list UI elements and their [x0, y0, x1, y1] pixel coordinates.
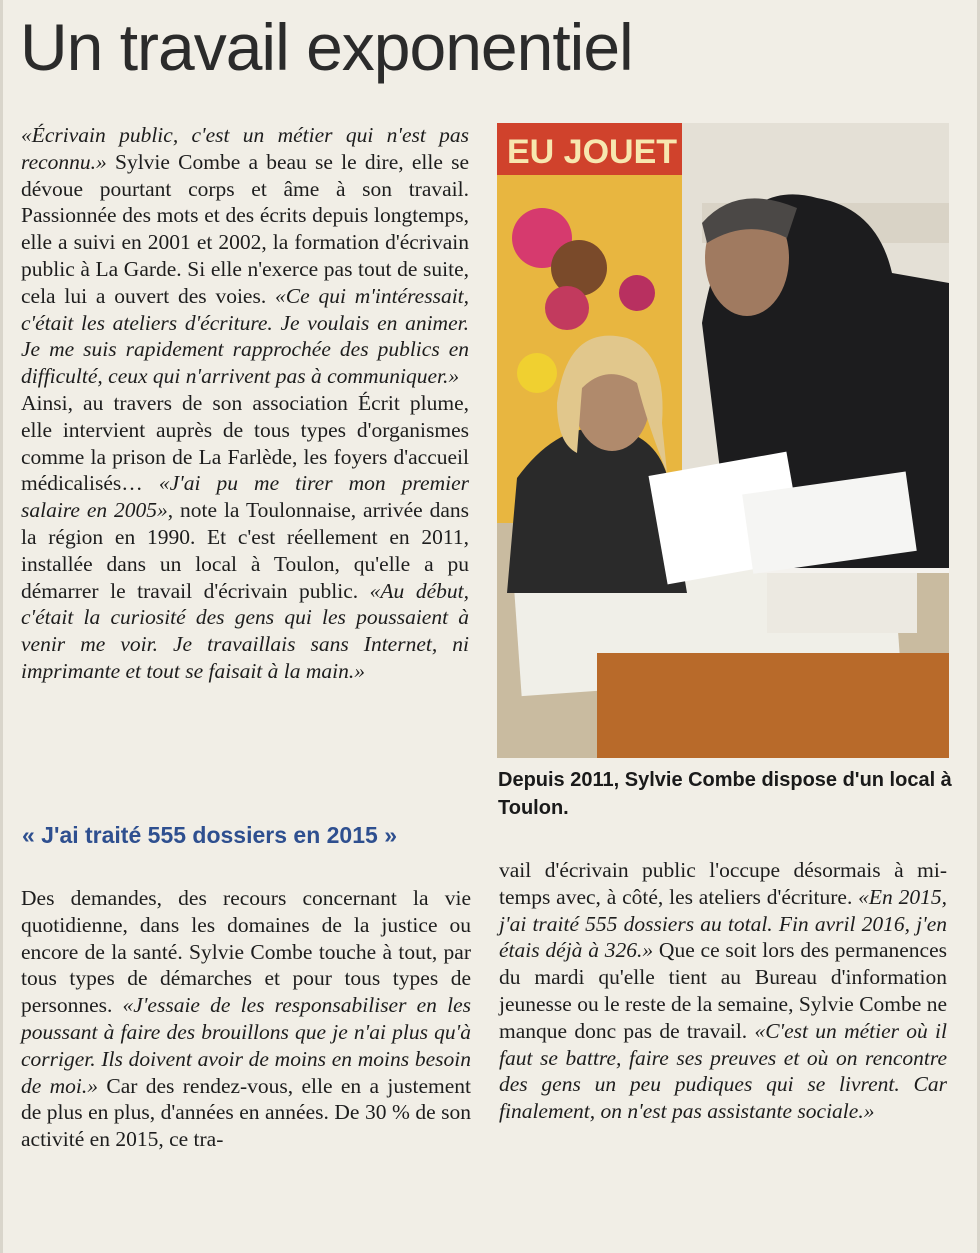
quote: «J'essaie de les responsabiliser en les poussant à faire des brouillons que je n'ai plus qu'à corriger. Ils doivent avoir de moins en moins besoin de moi.»: [21, 993, 471, 1098]
photo-caption: Depuis 2011, Sylvie Combe dispose d'un local à Toulon.: [498, 769, 952, 819]
poster-text: EU JOUET: [507, 133, 678, 171]
article-column-1: [21, 122, 469, 685]
quote: «En 2015, j'ai traité 555 dossiers au total. Fin avril 2016, j'en étais déjà à 326.»: [499, 884, 947, 963]
body-text: , note la Toulonnaise, arrivée dans la région en 1990. Et c'est réellement en 2011, installée dans un local à Toulon, qu'elle a pu démarrer le travail d'écrivain public.: [21, 498, 469, 603]
scan-edge-left: [0, 0, 3, 1253]
paragraph-3: [21, 885, 471, 1153]
body-text: Que ce soit lors des permanences du mardi qu'elle tient au Bureau d'information jeunesse ou le reste de la semaine, Sylvie Combe ne manque donc pas de travail.: [499, 938, 948, 1043]
body-text: vail d'écrivain public l'occupe désormais à mi-temps avec, à côté, les ateliers d'écriture.: [499, 858, 947, 909]
quote: «J'ai pu me tirer mon premier salaire en 2005»: [21, 471, 469, 523]
body-text: Des demandes, des recours concernant la vie quotidienne, dans les domaines de la justice ou encore de la santé. Sylvie Combe touche à tout, par tous types de démarches et pour tous types de personnes.: [21, 886, 471, 1018]
quote: «Ce qui m'intéressait, c'était les ateliers d'écriture. Je voulais en animer. Je me suis rapidement rapprochée des publics en difficulté, ceux qui n'arrivent pas à communiquer.»: [21, 283, 470, 389]
quote: «Écrivain public, c'est un métier qui n'est pas reconnu.»: [21, 123, 469, 174]
paragraph-4: [499, 857, 947, 1125]
paragraph-2: [21, 390, 469, 685]
quote: «C'est un métier où il faut se battre, faire ses preuves et où on rencontre des gens un peu pudiques qui se livrent. Car finalement, on n'est pas assistante sociale.»: [499, 1018, 947, 1124]
paragraph-1: [21, 122, 469, 390]
quote: «Au début, c'était la curiosité des gens qui les poussaient à venir me voir. Je travaillais sans Internet, ni imprimante et tout se faisait à la main.»: [21, 578, 469, 683]
article-column-3: [499, 857, 947, 1125]
body-text: Ainsi, au travers de son association Écrit plume, elle intervient auprès de tous types d'organismes comme la prison de La Farlède, les foyers d'accueil médicalisés…: [21, 390, 469, 496]
article-photo: [497, 123, 949, 758]
article-title: Un travail exponentiel: [20, 10, 633, 84]
article-column-2: [21, 885, 471, 1153]
body-text: Sylvie Combe a beau se le dire, elle se dévoue pourtant corps et âme à son travail. Passionnée des mots et des écrits depuis longtemps, elle a suivi en 2001 et 2002, la formation d'écrivain public à La Garde. Si elle n'exerce pas tout de suite, cela lui a ouvert des voies.: [21, 149, 469, 308]
section-subhead: « J'ai traité 555 dossiers en 2015 »: [22, 822, 397, 848]
body-text: Car des rendez-vous, elle en a justement de plus en plus, d'années en années. De 30 % de son activité en 2015, ce tra-: [21, 1073, 471, 1152]
